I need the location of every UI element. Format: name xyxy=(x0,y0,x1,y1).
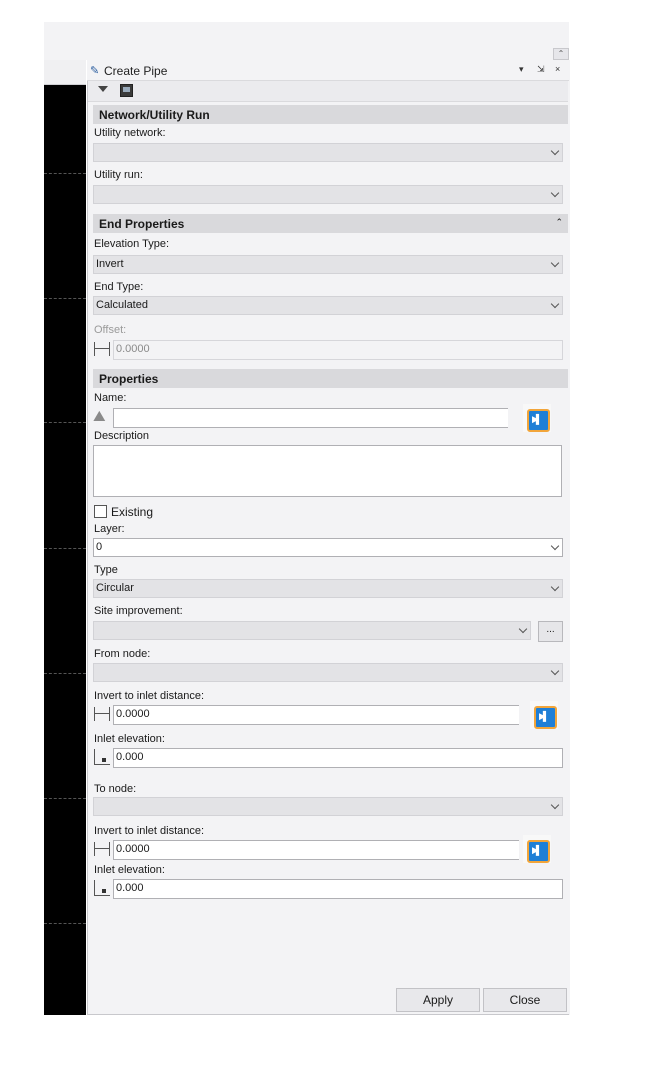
section-title: End Properties xyxy=(99,217,185,231)
panel-toolbar xyxy=(88,81,568,102)
chevron-down-icon xyxy=(551,259,559,267)
name-field[interactable] xyxy=(113,408,508,427)
offset-field xyxy=(93,340,563,359)
canvas-divider xyxy=(44,173,86,174)
to-node-select[interactable] xyxy=(93,797,563,816)
panel-menu-button[interactable]: ▾ xyxy=(519,64,524,74)
from-invert-pick-button[interactable] xyxy=(530,701,558,729)
end-type-label: End Type: xyxy=(94,281,144,293)
chevron-down-icon xyxy=(551,147,559,155)
from-invert-distance-label: Invert to inlet distance: xyxy=(94,690,205,702)
elevation-type-select[interactable]: Invert xyxy=(93,255,563,274)
layer-select[interactable]: 0 xyxy=(93,538,563,557)
canvas-divider xyxy=(44,298,86,299)
canvas-divider xyxy=(44,548,86,549)
panel-pin-button[interactable]: ⇲ xyxy=(537,64,545,74)
section-network-header[interactable] xyxy=(93,105,568,124)
site-improvement-label: Site improvement: xyxy=(94,605,183,617)
to-invert-pick-button[interactable] xyxy=(523,835,551,863)
layer-label: Layer: xyxy=(94,523,125,535)
offset-input: 0.0000 xyxy=(116,343,150,355)
top-strip xyxy=(44,22,569,60)
type-select[interactable]: Circular xyxy=(93,579,563,598)
from-invert-distance-field[interactable] xyxy=(93,705,519,724)
from-inlet-elevation-input[interactable]: 0.000 xyxy=(116,751,144,763)
canvas-divider xyxy=(44,923,86,924)
chevron-down-icon xyxy=(551,667,559,675)
name-label: Name: xyxy=(94,392,127,404)
section-title: Network/Utility Run xyxy=(99,108,210,122)
distance-icon xyxy=(93,705,111,723)
chevron-down-icon xyxy=(551,583,559,591)
to-invert-distance-field[interactable] xyxy=(93,840,519,859)
utility-network-label: Utility network: xyxy=(94,127,166,139)
pick-next-icon xyxy=(527,409,550,432)
pipe-tool-icon: ✎ xyxy=(90,65,100,77)
utility-run-label: Utility run: xyxy=(94,169,143,181)
scroll-up-button[interactable]: ⌃ xyxy=(553,48,569,60)
distance-icon xyxy=(93,340,111,358)
chevron-down-icon xyxy=(551,300,559,308)
description-label: Description xyxy=(94,430,150,442)
existing-label[interactable]: Existing xyxy=(111,505,154,519)
to-inlet-elevation-field[interactable] xyxy=(93,879,563,898)
distance-icon xyxy=(93,840,111,858)
panel-title: Create Pipe xyxy=(104,64,168,78)
from-node-label: From node: xyxy=(94,648,151,660)
type-label: Type xyxy=(94,564,118,576)
panel-close-button[interactable]: × xyxy=(555,64,561,74)
name-style-icon[interactable]: ⛰ xyxy=(93,408,106,425)
canvas-divider xyxy=(44,673,86,674)
from-node-select[interactable] xyxy=(93,663,563,682)
from-invert-distance-input[interactable]: 0.0000 xyxy=(116,708,150,720)
elevation-icon xyxy=(93,748,111,766)
from-inlet-elevation-label: Inlet elevation: xyxy=(94,733,165,745)
chevron-down-icon xyxy=(551,189,559,197)
description-textarea[interactable] xyxy=(93,445,562,497)
close-button[interactable]: Close xyxy=(483,988,567,1012)
pick-next-icon xyxy=(534,706,557,729)
section-collapse-icon[interactable]: ⌃ xyxy=(555,217,563,227)
utility-network-select[interactable] xyxy=(93,143,563,162)
panel-icon[interactable] xyxy=(120,84,133,97)
name-pick-button[interactable] xyxy=(523,404,551,432)
canvas-divider xyxy=(44,422,86,423)
pick-next-icon xyxy=(527,840,550,863)
site-improvement-browse-button[interactable]: ... xyxy=(538,621,563,642)
to-node-label: To node: xyxy=(94,783,137,795)
to-inlet-elevation-label: Inlet elevation: xyxy=(94,864,165,876)
site-improvement-select[interactable] xyxy=(93,621,531,640)
offset-label: Offset: xyxy=(94,324,127,336)
section-title: Properties xyxy=(99,372,159,386)
to-invert-distance-label: Invert to inlet distance: xyxy=(94,825,205,837)
chevron-down-icon xyxy=(519,625,527,633)
elevation-type-label: Elevation Type: xyxy=(94,238,170,250)
chevron-down-icon xyxy=(551,542,559,550)
end-type-select[interactable]: Calculated xyxy=(93,296,563,315)
section-end-properties-header[interactable] xyxy=(93,214,568,233)
chevron-down-icon xyxy=(551,801,559,809)
drawing-canvas[interactable] xyxy=(44,60,86,1015)
canvas-header xyxy=(44,60,86,85)
panel-bottom-border xyxy=(87,1014,569,1015)
from-inlet-elevation-field[interactable] xyxy=(93,748,563,767)
to-invert-distance-input[interactable]: 0.0000 xyxy=(116,843,150,855)
elevation-icon xyxy=(93,879,111,897)
collapse-arrow-icon[interactable] xyxy=(98,86,108,92)
apply-button[interactable]: Apply xyxy=(396,988,480,1012)
canvas-divider xyxy=(44,798,86,799)
utility-run-select[interactable] xyxy=(93,185,563,204)
section-properties-header[interactable] xyxy=(93,369,568,388)
to-inlet-elevation-input[interactable]: 0.000 xyxy=(116,882,144,894)
existing-checkbox[interactable] xyxy=(94,505,107,518)
